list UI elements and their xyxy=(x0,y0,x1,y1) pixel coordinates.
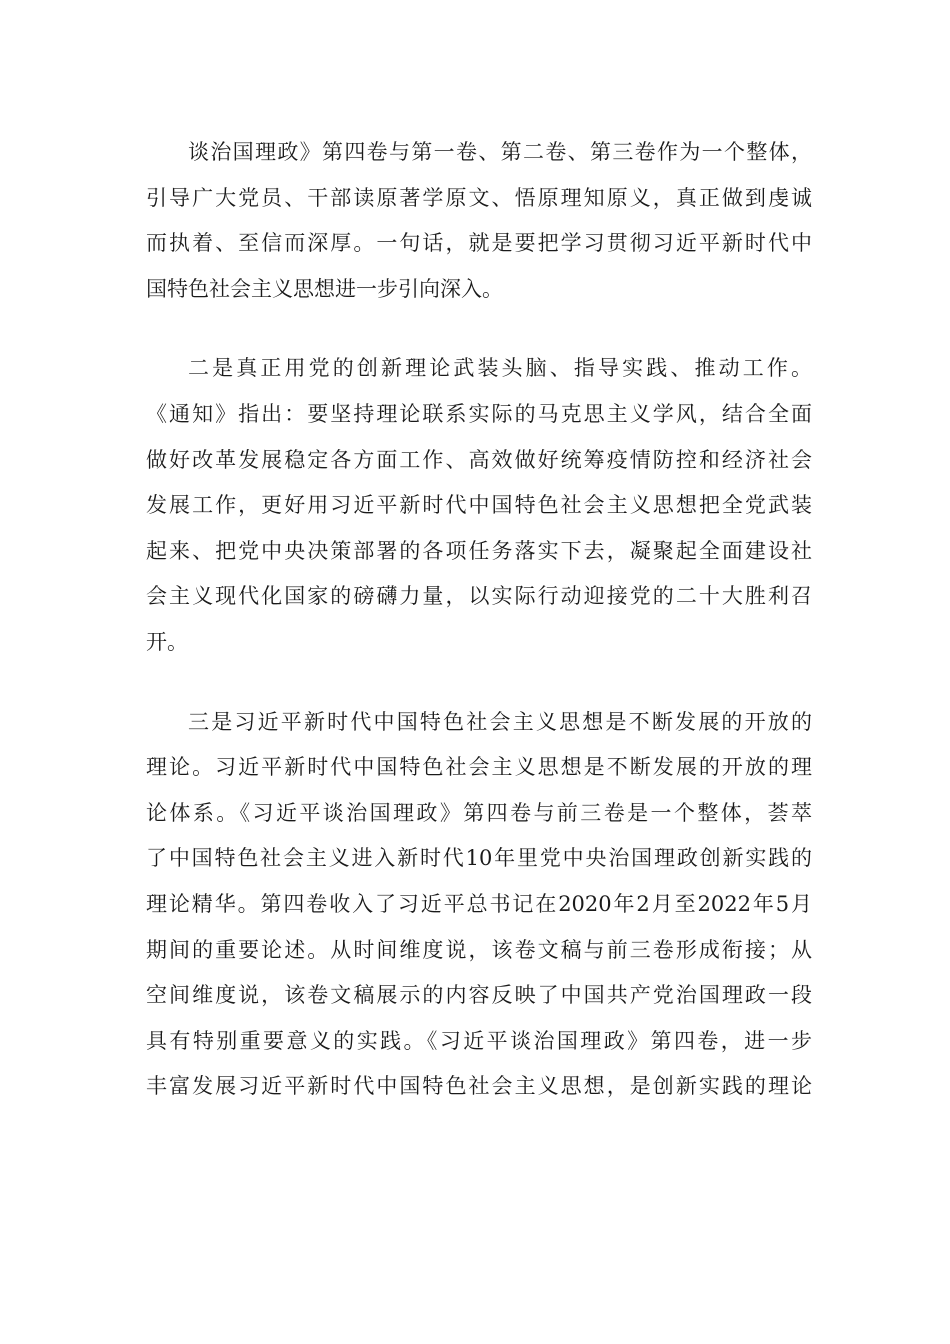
text-line: 国特色社会主义思想进一步引向深入。 xyxy=(146,276,503,301)
text-line: 谈治国理政》第四卷与第一卷、第二卷、第三卷作为一个整体， xyxy=(188,140,812,164)
text-line: 期间的重要论述。从时间维度说，该卷文稿与前三卷形成衔接；从 xyxy=(146,937,812,962)
text-line: 理论精华。第四卷收入了习近平总书记在2020年2月至2022年5月 xyxy=(146,891,812,916)
text-line: 发展工作，更好用习近平新时代中国特色社会主义思想把全党武装 xyxy=(146,493,812,518)
text-line: 而执着、至信而深厚。一句话，就是要把学习贯彻习近平新时代中 xyxy=(146,231,812,256)
text-line: 三是习近平新时代中国特色社会主义思想是不断发展的开放的 xyxy=(188,709,812,734)
text-line: 起来、把党中央决策部署的各项任务落实下去，凝聚起全面建设社 xyxy=(146,538,812,563)
paragraph-2 xyxy=(146,346,812,665)
text-line: 了中国特色社会主义进入新时代10年里党中央治国理政创新实践的 xyxy=(146,846,812,871)
text-line: 具有特别重要意义的实践。《习近平谈治国理政》第四卷，进一步 xyxy=(146,1028,812,1053)
document-body xyxy=(146,130,812,1144)
paragraph-1 xyxy=(146,130,812,312)
text-line: 论体系。《习近平谈治国理政》第四卷与前三卷是一个整体，荟萃 xyxy=(146,800,812,825)
text-line: 《通知》指出：要坚持理论联系实际的马克思主义学风，结合全面 xyxy=(146,401,812,426)
text-line: 理论。习近平新时代中国特色社会主义思想是不断发展的开放的理 xyxy=(146,755,812,780)
text-line: 丰富发展习近平新时代中国特色社会主义思想，是创新实践的理论 xyxy=(146,1074,812,1099)
text-line: 做好改革发展稳定各方面工作、高效做好统筹疫情防控和经济社会 xyxy=(146,447,812,472)
text-line: 二是真正用党的创新理论武装头脑、指导实践、推动工作。 xyxy=(188,356,812,381)
text-line: 开。 xyxy=(146,629,188,654)
paragraph-3 xyxy=(146,700,812,1110)
text-line: 会主义现代化国家的磅礴力量，以实际行动迎接党的二十大胜利召 xyxy=(146,584,812,609)
text-line: 空间维度说，该卷文稿展示的内容反映了中国共产党治国理政一段 xyxy=(146,983,812,1008)
text-line: 引导广大党员、干部读原著学原文、悟原理知原义，真正做到虔诚 xyxy=(146,185,812,210)
